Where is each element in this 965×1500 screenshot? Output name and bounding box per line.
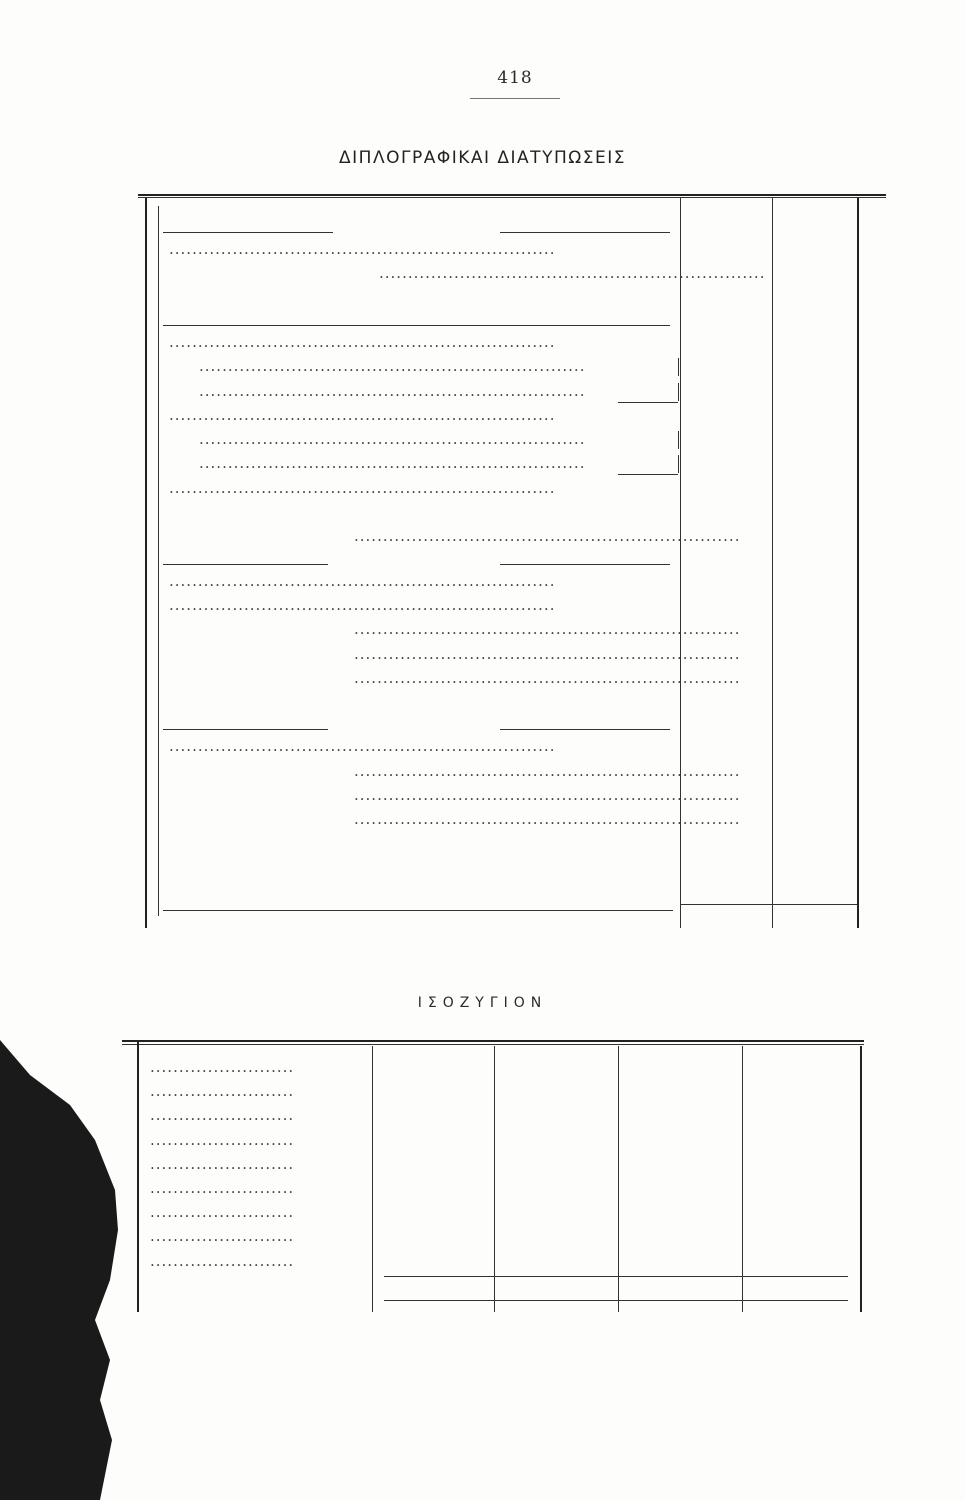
leader-dots: ......................... <box>150 1203 295 1222</box>
leader-dots: ................................................................... <box>354 668 741 687</box>
isozygion-left-border <box>137 1040 139 1312</box>
section-rule <box>163 325 670 326</box>
sub-amount-underline <box>618 402 678 403</box>
isozygion-col-rule-4 <box>742 1046 743 1312</box>
sub-amount-rule <box>678 431 679 449</box>
leader-dots: ................................................................... <box>169 737 556 756</box>
leader-dots: ................................................................... <box>354 761 741 780</box>
leader-dots: ......................... <box>150 1179 295 1197</box>
isozygion-col-rule-1 <box>372 1046 373 1312</box>
page-heading: ΔΙΠΛΟΓΡΑΦΙΚΑΙ ΔΙΑΤΥΠΩΣΕΙΣ <box>339 148 626 168</box>
leader-dots: ......................... <box>150 1106 295 1125</box>
sub-amount-rule <box>678 358 679 376</box>
page-number: 418 <box>497 68 533 88</box>
leader-dots: ................................................................... <box>199 430 586 449</box>
leader-dots: ................................................................... <box>199 381 586 400</box>
leader-dots: ................................................................... <box>354 527 741 546</box>
isozygion-right-border <box>860 1046 862 1312</box>
isozygion-total-rule <box>384 1276 848 1277</box>
isozygion-top-rule-thin <box>122 1044 864 1045</box>
leader-dots: ......................... <box>150 1130 295 1149</box>
leader-dots: ......................... <box>150 1082 295 1101</box>
leader-dots: ................................................................... <box>169 405 556 424</box>
leader-dots: ................................................................... <box>169 595 556 614</box>
section-rule-left <box>163 564 328 565</box>
journal-credit-column-rule <box>772 198 773 928</box>
page-number-rule <box>470 98 560 99</box>
date-rule-right <box>500 232 670 233</box>
date-rule-left <box>163 232 333 233</box>
isozygion-col-rule-3 <box>618 1046 619 1312</box>
journal-left-border <box>145 198 147 928</box>
leader-dots: ......................... <box>150 1227 295 1246</box>
leader-dots: ................................................................... <box>169 571 556 590</box>
leader-dots: ................................................................... <box>354 810 741 829</box>
leader-dots: ................................................................... <box>199 454 586 473</box>
isozygion-title: ΙΣΟΖΥΓΙΟΝ <box>417 995 548 1011</box>
leader-dots: ......................... <box>150 1058 295 1076</box>
leader-dots: ................................................................... <box>169 332 556 351</box>
isozygion-col-rule-2 <box>494 1046 495 1312</box>
sub-amount-underline <box>618 474 678 475</box>
leader-dots: ................................................................... <box>199 357 586 376</box>
journal-right-border <box>857 198 859 928</box>
isozygion-bottom-rule <box>384 1300 848 1301</box>
leader-dots: ......................... <box>150 1154 295 1173</box>
section-rule-left <box>163 729 328 730</box>
sub-amount-rule <box>678 455 679 473</box>
journal-total-rule-amounts <box>680 904 857 905</box>
journal-top-rule-thin <box>138 197 886 198</box>
leader-dots: ................................................................... <box>169 478 556 497</box>
journal-top-rule <box>138 194 886 196</box>
journal-total-rule <box>163 910 673 911</box>
leader-dots: ................................................................... <box>354 644 741 663</box>
journal-inner-left-rule <box>158 206 159 916</box>
leader-dots: ................................................................... <box>379 264 766 283</box>
leader-dots: ................................................................... <box>354 786 741 804</box>
leader-dots: ................................................................... <box>169 240 556 258</box>
leader-dots: ......................... <box>150 1251 295 1270</box>
section-rule-right <box>500 564 670 565</box>
sub-amount-rule <box>678 383 679 401</box>
isozygion-top-rule <box>122 1040 864 1042</box>
section-rule-right <box>500 729 670 730</box>
leader-dots: ................................................................... <box>354 620 741 639</box>
